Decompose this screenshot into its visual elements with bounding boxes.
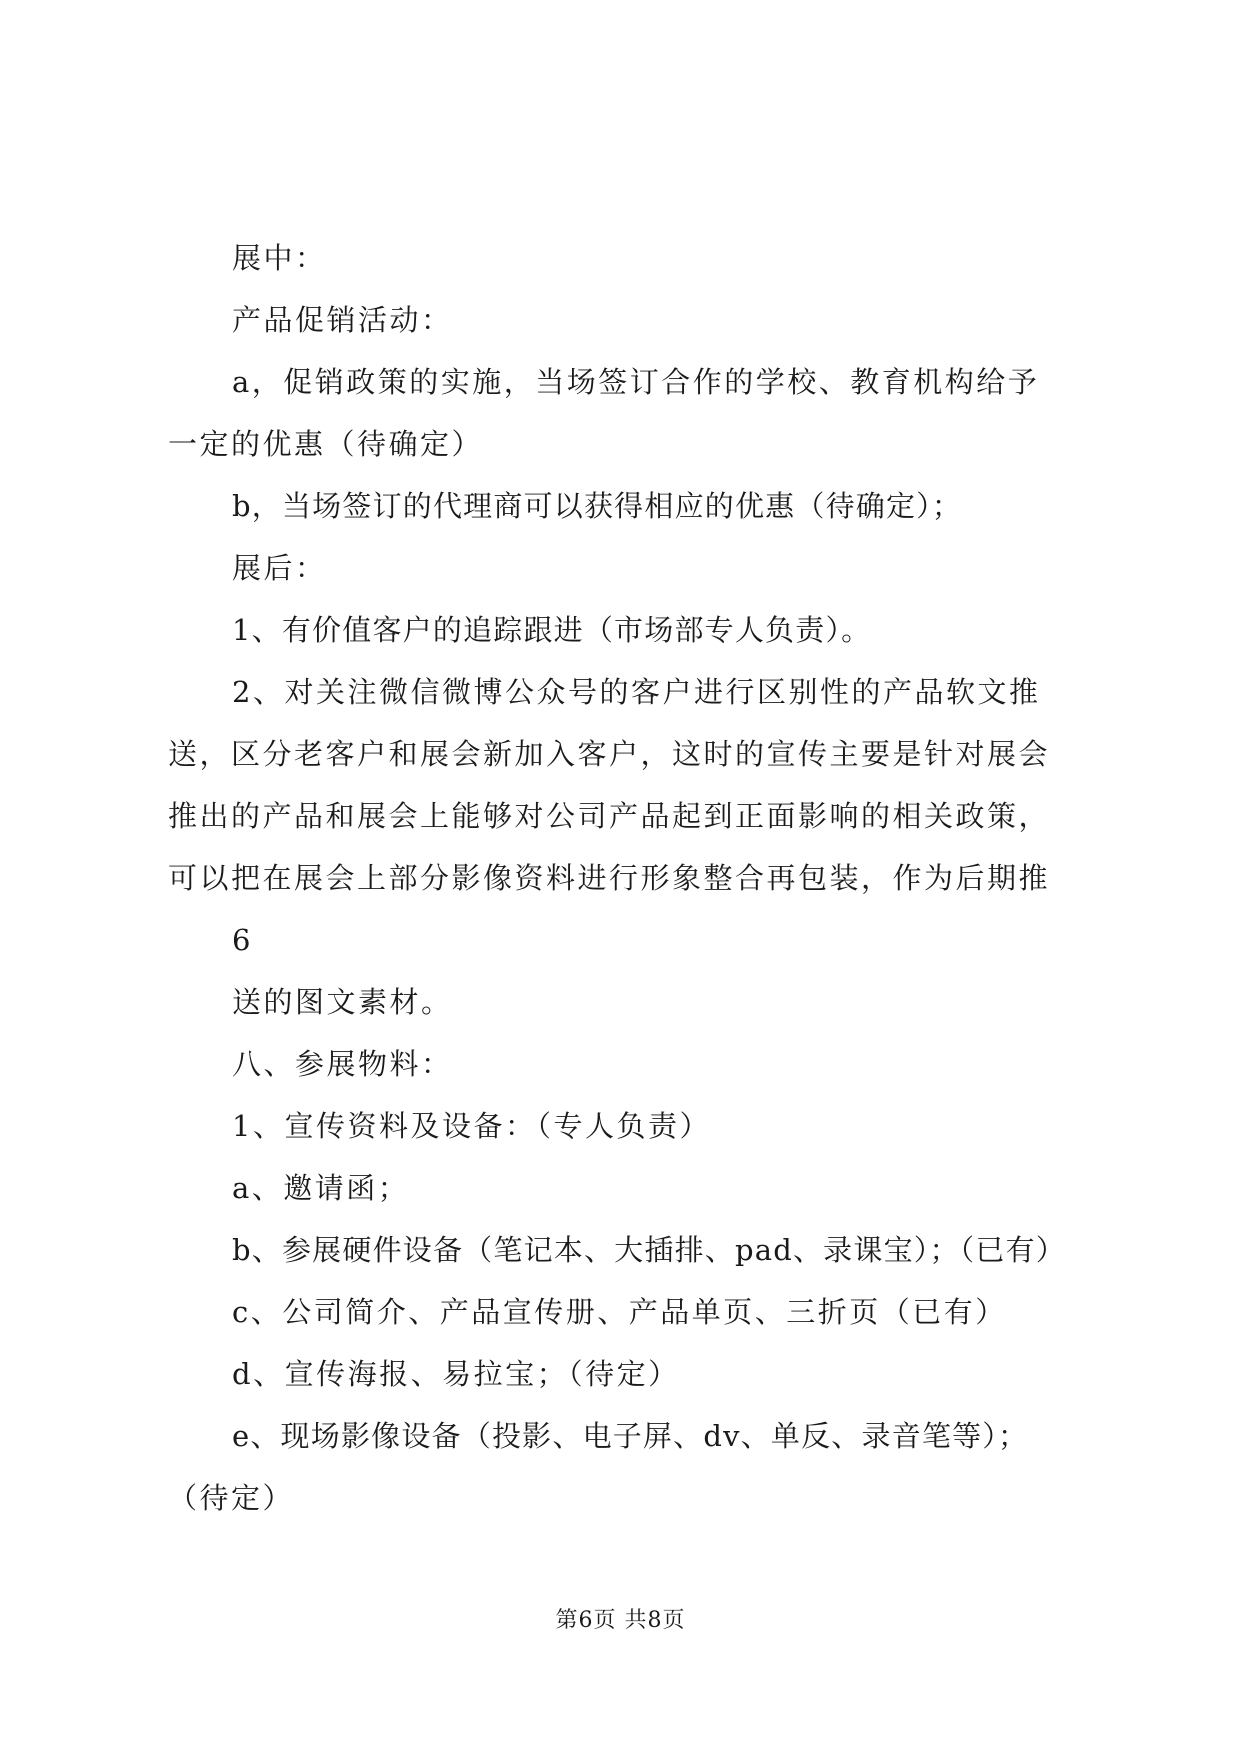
inline-page-number: 6 (232, 923, 253, 957)
list-item: d、宣传海报、易拉宝；（待定） (232, 1357, 680, 1391)
paragraph-line: a，促销政策的实施，当场签订合作的学校、教育机构给予 (232, 365, 1040, 399)
list-item: a、邀请函； (232, 1171, 410, 1205)
list-item-continuation: （待定） (168, 1481, 295, 1515)
list-item: c、公司简介、产品宣传册、产品单页、三折页（已有） (232, 1295, 1007, 1329)
heading-section-eight: 八、参展物料： (232, 1047, 453, 1081)
paragraph-line: 可以把在展会上部分影像资料进行形象整合再包装，作为后期推 (168, 861, 1051, 895)
list-item: e、现场影像设备（投影、电子屏、dv、单反、录音笔等）； (232, 1419, 1029, 1453)
paragraph-line: 1、有价值客户的追踪跟进（市场部专人负责）。 (232, 613, 872, 647)
paragraph-line: 推出的产品和展会上能够对公司产品起到正面影响的相关政策， (168, 799, 1051, 833)
list-item: b、参展硬件设备（笔记本、大插排、pad、录课宝）；（已有） (232, 1233, 1066, 1267)
paragraph-line: 送，区分老客户和展会新加入客户，这时的宣传主要是针对展会 (168, 737, 1051, 771)
paragraph-line: 送的图文素材。 (232, 985, 453, 1019)
paragraph-line: 一定的优惠（待确定） (168, 427, 484, 461)
heading-promotion: 产品促销活动： (232, 303, 453, 337)
list-item: 1、宣传资料及设备：（专人负责） (232, 1109, 711, 1143)
heading-during-expo: 展中： (232, 241, 327, 275)
page-footer: 第6页 共8页 (555, 1608, 686, 1633)
paragraph-line: 2、对关注微信微博公众号的客户进行区别性的产品软文推 (232, 675, 1041, 709)
heading-after-expo: 展后： (232, 551, 327, 585)
paragraph-line: b，当场签订的代理商可以获得相应的优惠（待确定）； (232, 489, 963, 523)
